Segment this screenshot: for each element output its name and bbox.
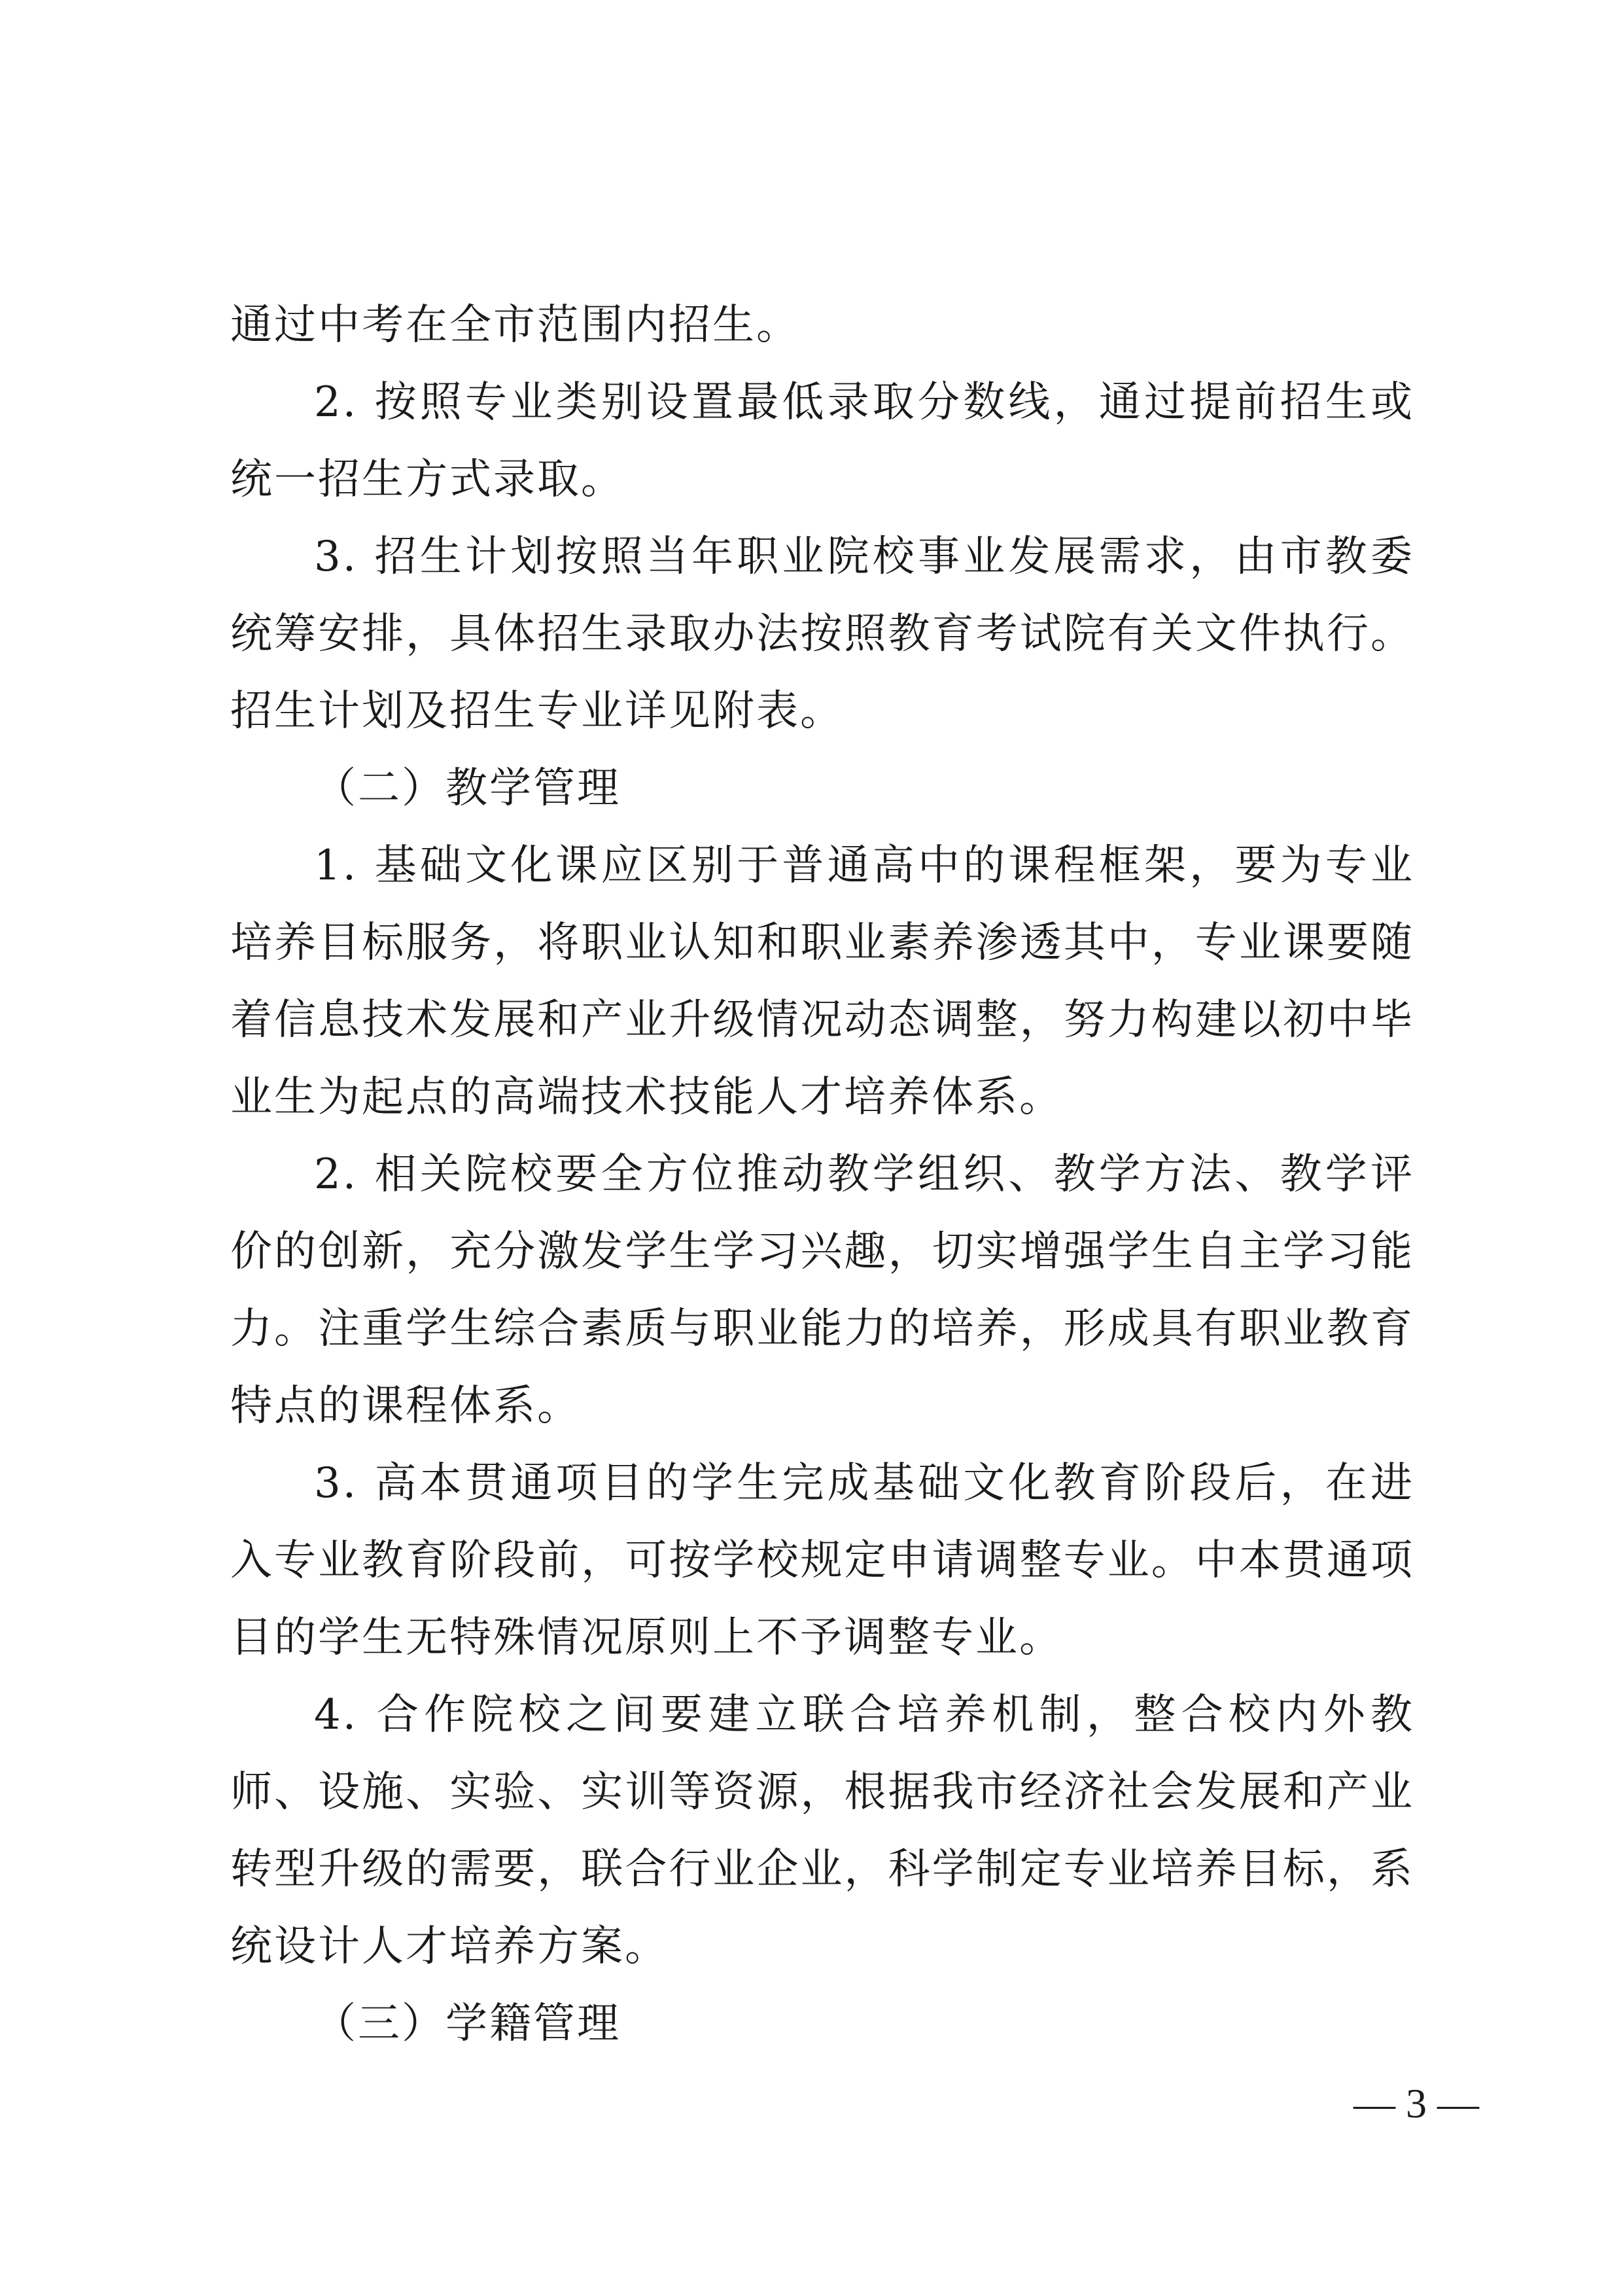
paragraph-teaching-1: 1. 基础文化课应区别于普通高中的课程框架，要为专业培养目标服务，将职业认知和职业素养渗透其中，专业课要随着信息技术发展和产业升级情况动态调整，努力构建以初中毕业生为起点的高端技术技能人才培养体系。 [230,841,1414,1122]
section-heading-status: （三）学籍管理 [314,2000,621,2048]
paragraph-continuation: 通过中考在全市范围内招生。 [230,301,800,349]
body-text [230,287,1414,2062]
paragraph-enrollment-score: 2. 按照专业类别设置最低录取分数线，通过提前招生或统一招生方式录取。 [230,378,1414,504]
paragraph-teaching-3: 3. 高本贯通项目的学生完成基础文化教育阶段后，在进入专业教育阶段前，可按学校规定申请调整专业。中本贯通项目的学生无特殊情况原则上不予调整专业。 [230,1459,1414,1662]
paragraph-enrollment-plan: 3. 招生计划按照当年职业院校事业发展需求，由市教委统筹安排，具体招生录取办法按照教育考试院有关文件执行。招生计划及招生专业详见附表。 [230,533,1414,735]
paragraph-teaching-4: 4. 合作院校之间要建立联合培养机制，整合校内外教师、设施、实验、实训等资源，根据我市经济社会发展和产业转型升级的需要，联合行业企业，科学制定专业培养目标，系统设计人才培养方案。 [230,1691,1414,1971]
page-number: — 3 — [1353,2080,1479,2127]
paragraph-teaching-2: 2. 相关院校要全方位推动教学组织、教学方法、教学评价的创新，充分激发学生学习兴趣，切实增强学生自主学习能力。注重学生综合素质与职业能力的培养，形成具有职业教育特点的课程体系。 [230,1150,1414,1430]
section-heading-teaching: （二）教学管理 [314,764,621,813]
